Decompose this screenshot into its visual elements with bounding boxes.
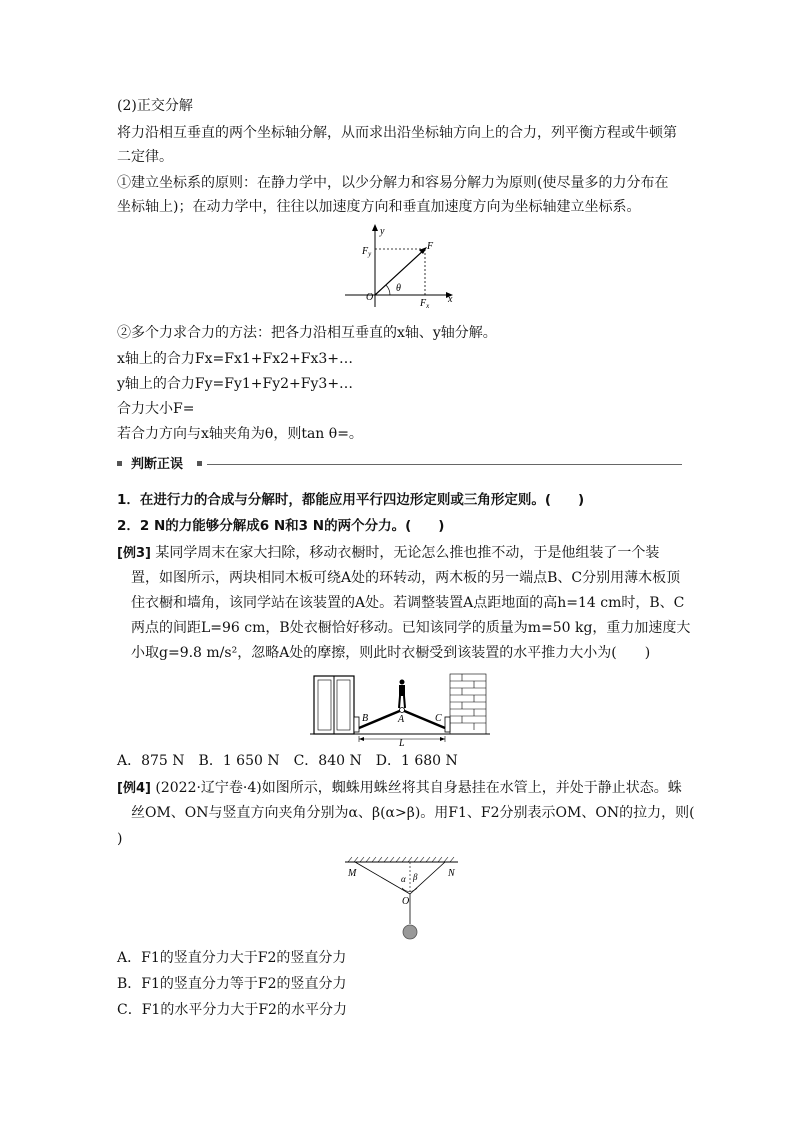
alpha-label: α xyxy=(401,874,406,884)
y-axis-label: y xyxy=(380,226,385,237)
paragraph-line: 二定律。 xyxy=(117,149,173,165)
option-b: B．F1的竖直分力等于F2的竖直分力 xyxy=(117,976,347,992)
option-c: C．F1的水平分力大于F2的水平分力 xyxy=(117,1002,347,1018)
judge-section-title: 判断正误 xyxy=(131,457,184,472)
option-a: A．F1的竖直分力大于F2的竖直分力 xyxy=(117,950,347,966)
example-4-tag: [例4] xyxy=(117,781,151,796)
force-decomposition-figure xyxy=(340,222,460,312)
origin-label: O xyxy=(366,292,374,303)
example-3-line: 两点的间距L=96 cm，B处衣橱恰好移动。已知该同学的质量为m=50 kg，重力加速度大 xyxy=(131,620,691,636)
paragraph-line: 坐标轴上)；在动力学中，往往以加速度方向和垂直加速度方向为坐标轴建立坐标系。 xyxy=(117,199,641,215)
formula-line: y轴上的合力Fy=Fy1+Fy2+Fy3+… xyxy=(117,376,354,392)
judge-section-bar xyxy=(117,455,682,475)
wardrobe-device-figure xyxy=(310,670,490,746)
x-axis-label: x xyxy=(448,294,453,305)
formula-line: 若合力方向与x轴夹角为θ，则tan θ=。 xyxy=(117,426,363,442)
spider-hanging-figure xyxy=(340,852,470,944)
paragraph-line: 将力沿相互垂直的两个坐标轴分解，从而求出沿坐标轴方向上的合力，列平衡方程或牛顿第 xyxy=(117,125,677,141)
point-a-label: A xyxy=(398,714,405,725)
bar-marker xyxy=(117,461,122,466)
bar-marker xyxy=(197,461,202,466)
paragraph-line: ②多个力求合力的方法：把各力沿相互垂直的x轴、y轴分解。 xyxy=(117,325,497,341)
example-3-options: A．875 N B．1 650 N C．840 N D．1 680 N xyxy=(117,753,458,769)
formula-line: 合力大小F= xyxy=(117,401,195,417)
example-4-line: [例4] (2022·辽宁卷·4)如图所示，蜘蛛用蛛丝将其自身悬挂在水管上，并处于静止状态。蛛 xyxy=(117,780,682,796)
formula-line: x轴上的合力Fx=Fx1+Fx2+Fx3+… xyxy=(117,351,353,367)
point-m-label: M xyxy=(348,868,357,879)
example-3-line: 小取g=9.8 m/s²，忽略A处的摩擦，则此时衣橱受到该装置的水平推力大小为( ) xyxy=(131,645,651,661)
distance-l-label: L xyxy=(399,738,405,746)
force-label: F xyxy=(427,241,434,252)
example-3-line: 置，如图所示，两块相同木板可绕A处的环转动，两木板的另一端点B、C分别用薄木板顶 xyxy=(131,570,681,586)
point-n-label: N xyxy=(448,868,455,879)
example-3-tag: [例3] xyxy=(117,546,151,561)
theta-label: θ xyxy=(396,283,401,294)
point-o-label: O xyxy=(402,896,410,907)
section-heading: (2)正交分解 xyxy=(117,98,193,114)
point-c-label: C xyxy=(435,713,442,724)
judge-question-2: 2．2 N的力能够分解成6 N和3 N的两个分力。( ) xyxy=(117,518,445,534)
fx-label: $F_x$ xyxy=(420,298,430,310)
example-4-line: ) xyxy=(117,831,123,847)
divider xyxy=(207,464,682,465)
point-b-label: B xyxy=(362,713,369,724)
beta-label: β xyxy=(413,872,418,882)
example-4-line: 丝OM、ON与竖直方向夹角分别为α、β(α>β)。用F1、F2分别表示OM、ON的拉力，则( xyxy=(131,805,695,821)
example-3-line: 住衣橱和墙角，该同学站在该装置的A处。若调整装置A点距地面的高h=14 cm时，B、C xyxy=(131,595,685,611)
paragraph-line: ①建立坐标系的原则：在静力学中，以少分解力和容易分解力为原则(使尽量多的力分布在 xyxy=(117,175,669,191)
judge-question-1: 1．在进行力的合成与分解时，都能应用平行四边形定则或三角形定则。( ) xyxy=(117,492,585,508)
example-3-line: [例3] 某同学周末在家大扫除，移动衣橱时，无论怎么推也推不动，于是他组装了一个装 xyxy=(117,545,660,561)
fy-label: $F_y$ xyxy=(362,246,372,258)
